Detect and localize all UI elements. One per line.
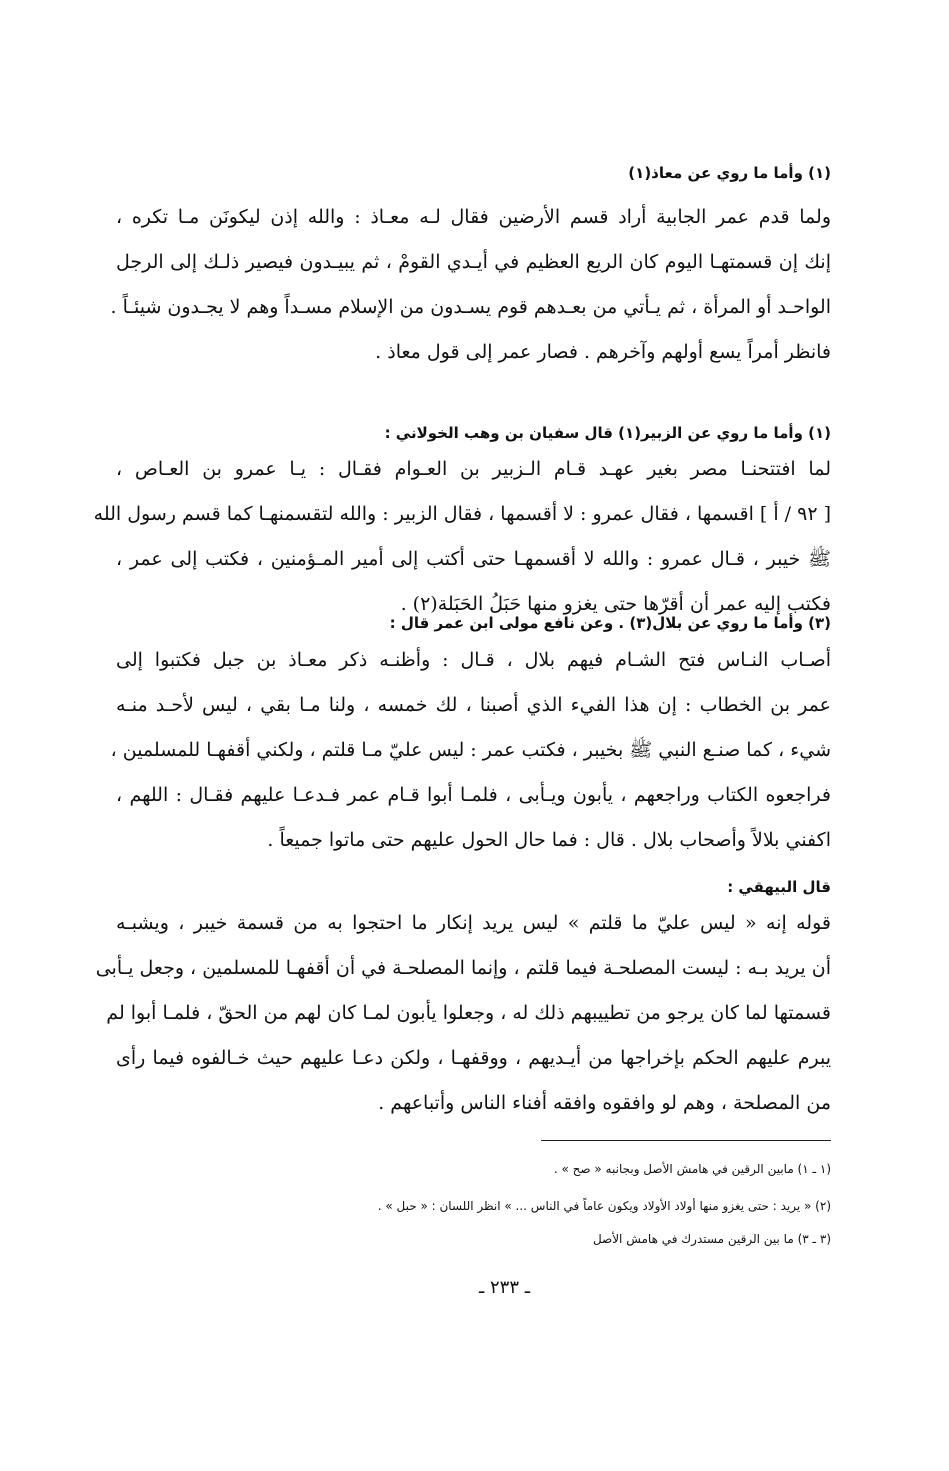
text-line: قوله إنه « ليس عليّ ما قلتم » ليس يريد إنكار ما احتجوا به من قسمة خيبر ، ويشبـه (116, 912, 831, 934)
text-line: يبرم عليهم الحكم بإخراجها من أيـديهم ، ووقفهـا ، ولكن دعـا عليهم حيث خـالفوه فيما رأى (116, 1047, 831, 1069)
footnote-divider (541, 1140, 831, 1141)
paragraph-bilal (110, 638, 831, 863)
text-line: شيء ، كما صنـع النبي ﷺ بخيبر ، فكتب عمر : ليس عليّ مـا قلتم ، ولكني أقفهـا للمسلمين ، (110, 739, 831, 761)
paragraph-bayhaqi (95, 901, 831, 1126)
text-line: أن يريد بـه : ليست المصلحـة فيما قلتم ، وإنما المصلحـة في أن أقفهـا للمسلمين ، وجعل يـأبى (95, 957, 831, 979)
section-heading-muadh: (١) وأما ما روي عن معاذ(١) (628, 164, 831, 182)
text-line: ﷺ خيبر ، قـال عمرو : والله لا أقسمهـا حتى أكتب إلى أمير المـؤمنين ، فكتب إلى عمر ، (116, 548, 831, 570)
text-line: ولما قدم عمر الجابية أراد قسم الأرضين فقال لـه معـاذ : والله إذن ليكونَن مـا تكره ، (116, 206, 831, 228)
footnote-1: (١ ـ ١) مابين الرقين في هامش الأصل وبجانبه « صح » . (553, 1162, 831, 1176)
page-number: ـ ٢٣٣ ـ (478, 1277, 530, 1298)
text-line: عمر بن الخطاب : إن هذا الفيء الذي أصبنا ، لك خمسه ، ولنا مـا بقي ، ليس لأحـد منـه (116, 694, 831, 716)
section-heading-bayhaqi: قال البيهقي : (727, 878, 831, 896)
paragraph-muadh (110, 195, 831, 375)
paragraph-zubair (93, 447, 831, 627)
text-line: فراجعوه الكتاب وراجعهم ، يأبون ويـأبى ، فلمـا أبوا قـام عمر فـدعـا عليهم فقـال : اللهم ، (116, 784, 831, 806)
section-heading-bilal: (٣) وأما ما روي عن بلال(٣) . وعن نافع مولى ابن عمر قال : (389, 614, 831, 632)
text-line: فانظر أمراً يسع أولهم وآخرهم . فصار عمر إلى قول معاذ . (375, 341, 831, 363)
section-heading-zubair: (١) وأما ما روي عن الزبير(١) قال سفيان بن وهب الخولاني : (384, 424, 831, 442)
footnote-2: (٢) « يريد : حتى يغزو منها أولاد الأولاد ويكون عاماً في الناس ... » انظر اللسان : « حبل » . (377, 1199, 831, 1213)
text-line: [ ٩٢ / أ ] اقسمها ، فقال عمرو : لا أقسمها ، فقال الزبير : والله لتقسمنهـا كما قسم رسول الله (93, 503, 831, 525)
text-line: من المصلحة ، وهم لو وافقوه وافقه أفناء الناس وأتباعهم . (378, 1092, 831, 1114)
text-line: إنك إن قسمتهـا اليوم كان الريع العظيم في أيـدي القومْ ، ثم يبيـدون فيصير ذلـك إلى الرجل (116, 251, 831, 273)
page-number-container (0, 1277, 949, 1298)
text-line: الواحـد أو المرأة ، ثم يـأتي من بعـدهم قوم يسـدون من الإسلام مسـداً وهم لا يجـدون شيئـاً . (110, 296, 831, 318)
footnote-3: (٣ ـ ٣) ما بين الرقين مستدرك في هامش الأصل (592, 1232, 831, 1246)
text-line: فكتب إليه عمر أن أقرّها حتى يغزو منها حَبَلُ الحَبَلة(٢) . (400, 593, 831, 615)
text-line: اكفني بلالاً وأصحاب بلال . قال : فما حال الحول عليهم حتى ماتوا جميعاً . (267, 829, 831, 851)
text-line: أصـاب النـاس فتح الشـام فيهم بلال ، قـال : وأظنـه ذكر معـاذ بن جبل فكتبوا إلى (116, 649, 831, 671)
text-line: لما افتتحنـا مصر بغير عهـد قـام الـزبير بن العـوام فقـال : يـا عمرو بن العـاص ، (116, 458, 831, 480)
text-line: قسمتها لما كان يرجو من تطييبهم ذلك له ، وجعلوا يأبون لمـا كان لهم من الحقّ ، فلمـا أبوا لم (106, 1002, 831, 1024)
